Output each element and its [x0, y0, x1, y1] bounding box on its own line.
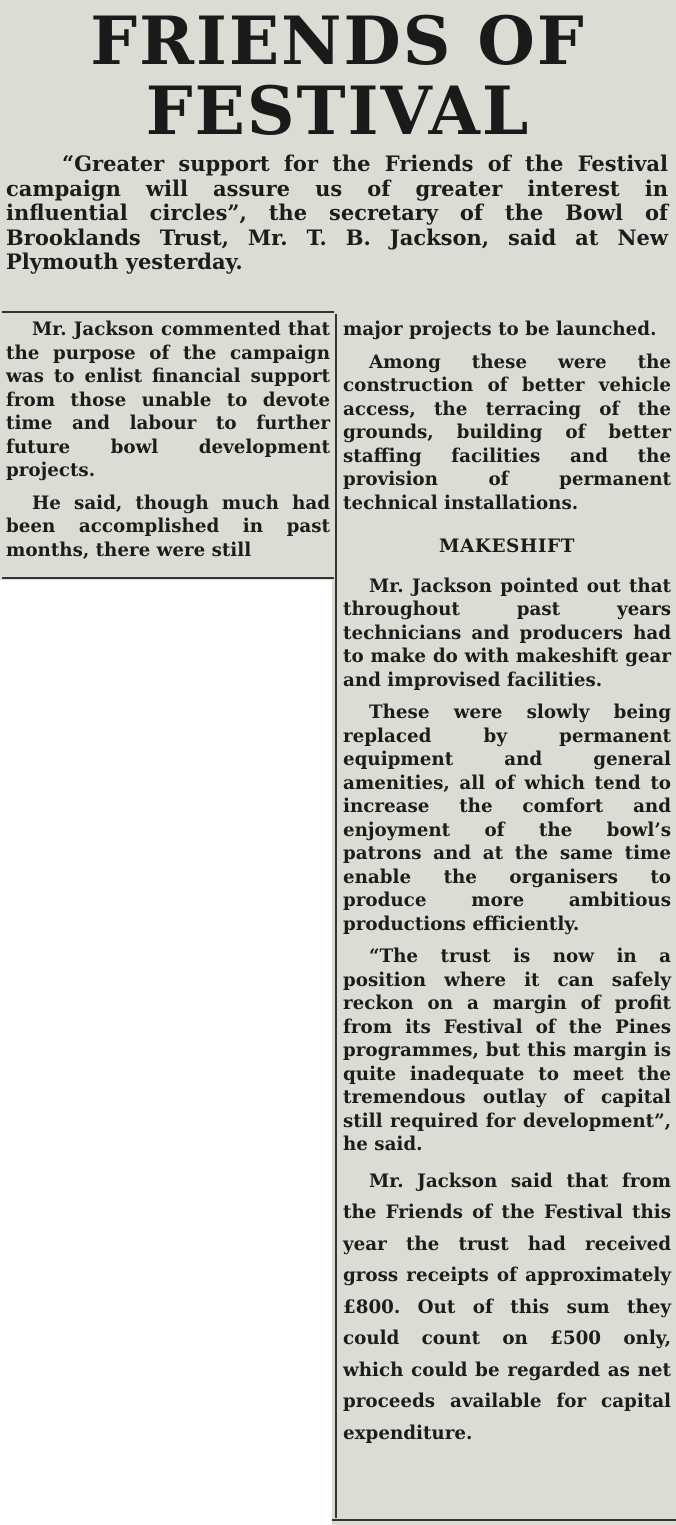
- left-paragraph-1: Mr. Jackson commented that the purpose of the campaign was to enlist financial support from those unable to devote time and labour to further future bowl development projects.: [6, 319, 330, 481]
- left-column: [6, 318, 330, 571]
- right-paragraph-receipts: Mr. Jackson said that from the Friends of the Festival this year the trust had received gross receipts of approximately £800. Out of this sum they could count on £500 only, which could be regarded as net proceeds available for capital expenditure.: [343, 1170, 671, 1444]
- right-column-bottom-rule: [332, 1519, 676, 1521]
- intro-paragraph: “Greater support for the Friends of the Festival campaign will assure us of greater interest in influential circles”, the secretary of the Bowl of Brooklands Trust, Mr. T. B. Jackson, said at New Plymouth yesterday.: [6, 151, 668, 274]
- headline-line-2: FESTIVAL: [145, 72, 531, 150]
- right-paragraph-makeshift: Mr. Jackson pointed out that throughout past years technicians and producers had to make do with makeshift gear and improvised facilities.: [343, 575, 671, 691]
- right-paragraph-projects: Among these were the construction of better vehicle access, the terracing of the grounds, building of better staffing facilities and the provision of permanent technical installations.: [343, 351, 671, 514]
- left-column-bottom-rule: [2, 577, 334, 579]
- left-column-top-rule: [2, 311, 334, 313]
- headline: [0, 2, 676, 150]
- left-paragraph-2: He said, though much had been accomplished in past months, there were still: [6, 492, 330, 561]
- headline-line-1: FRIENDS OF: [90, 2, 586, 80]
- right-paragraph-replaced: These were slowly being replaced by permanent equipment and general amenities, all of which tend to increase the comfort and enjoyment of the bowl’s patrons and at the same time enable the organisers to produce more ambitious productions efficiently.: [343, 702, 671, 935]
- column-divider: [335, 314, 337, 1518]
- right-paragraph-continued: major projects to be launched.: [343, 319, 657, 340]
- right-column: [343, 318, 671, 1458]
- right-paragraph-quote: “The trust is now in a position where it can safely reckon on a margin of profit from its Festival of the Pines programmes, but this margin is quite inadequate to meet the tremendous outlay of capital still required for development”, he said.: [343, 946, 671, 1155]
- subheading-makeshift: MAKESHIFT: [439, 536, 575, 557]
